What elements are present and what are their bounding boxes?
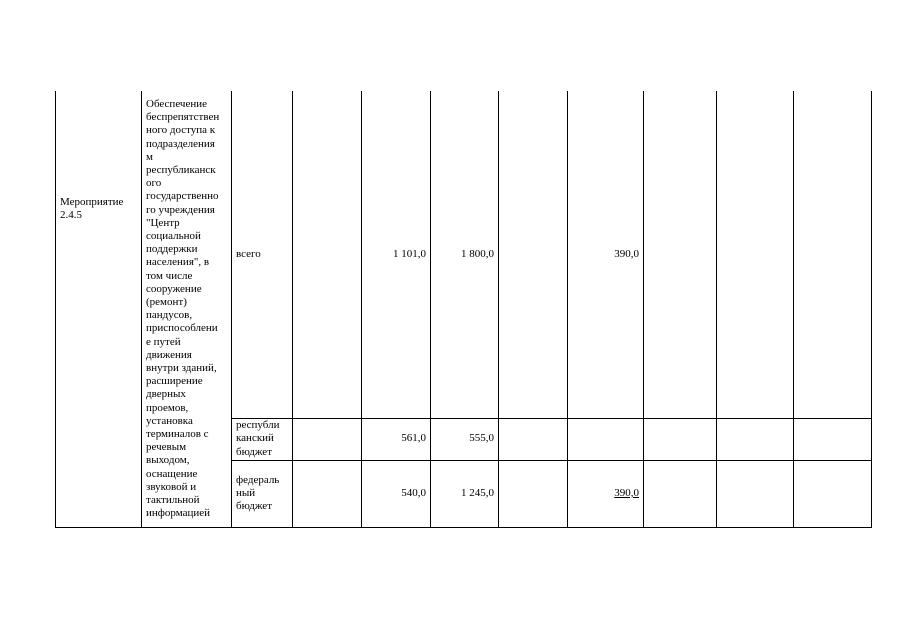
value-cell xyxy=(794,91,872,418)
value-cell xyxy=(568,418,644,460)
value-cell xyxy=(293,418,362,460)
value-cell xyxy=(644,460,717,527)
value-cell: 540,0 xyxy=(362,460,431,527)
value-cell: 1 800,0 xyxy=(431,91,499,418)
value-cell: 1 245,0 xyxy=(431,460,499,527)
value-cell: 555,0 xyxy=(431,418,499,460)
measure-description-cell: Обеспечение беспрепятствен ного доступа к подразделения м республиканск ого государственно го учреждения "Центр социальной поддержки населения", в том числе сооружение (ремонт) пандусов, приспособлени е путей движения внутри зданий, расширение дверных проемов, установка терминалов с речевым выходом, оснащение звуковой и тактильной информацией xyxy=(142,91,232,527)
value-cell: 561,0 xyxy=(362,418,431,460)
value-cell xyxy=(644,418,717,460)
value-cell xyxy=(293,91,362,418)
value-cell: 390,0 xyxy=(568,91,644,418)
value-cell xyxy=(717,91,794,418)
funding-source-cell: федераль ный бюджет xyxy=(232,460,293,527)
measure-code-cell: Мероприятие 2.4.5 xyxy=(56,91,142,527)
value-cell: 390,0 xyxy=(568,460,644,527)
value-cell xyxy=(717,460,794,527)
table-row-total xyxy=(56,91,872,418)
value-cell xyxy=(293,460,362,527)
value-cell xyxy=(499,418,568,460)
value-cell xyxy=(794,418,872,460)
funding-source-cell: всего xyxy=(232,91,293,418)
value-cell xyxy=(499,460,568,527)
value-cell xyxy=(794,460,872,527)
value-cell: 1 101,0 xyxy=(362,91,431,418)
value-cell xyxy=(644,91,717,418)
budget-table xyxy=(55,91,872,528)
value-cell xyxy=(717,418,794,460)
funding-source-cell: республи канский бюджет xyxy=(232,418,293,460)
value-cell xyxy=(499,91,568,418)
